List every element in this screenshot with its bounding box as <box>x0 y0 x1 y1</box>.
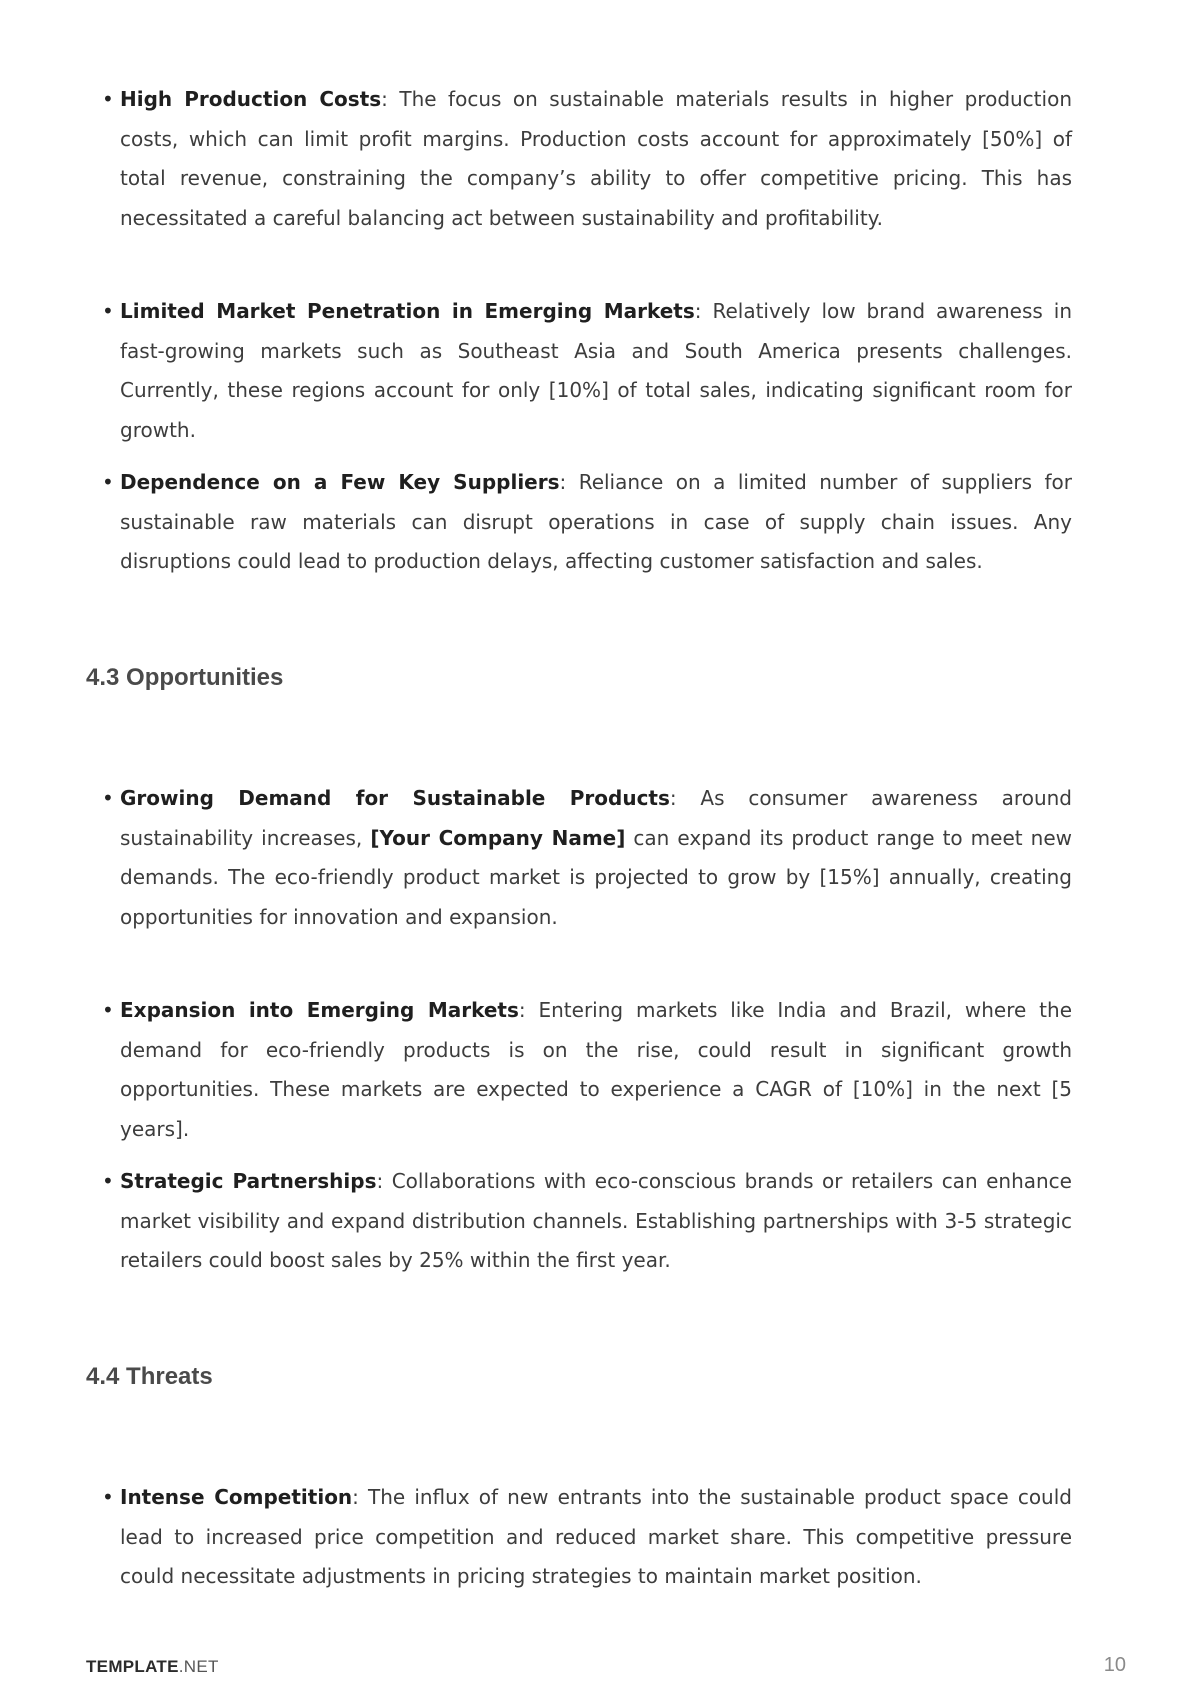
list-item <box>100 1478 1072 1597</box>
opportunities-list-3 <box>100 1162 1072 1281</box>
opportunities-list <box>100 779 1072 938</box>
list-item <box>100 991 1072 1150</box>
bullet-icon: • <box>102 299 114 323</box>
footer-brand-logo <box>86 1657 219 1677</box>
bullet-text: : The focus on sustainable materials results in higher production costs, which can limit profit margins. Production costs account for approximately [50%] of total revenue, constraining the company’s ability to offer competitive pricing. This has necessitated a careful balancing act between sustainability and profitability. <box>120 87 1072 231</box>
bullet-text: : Reliance on a limited number of suppliers for sustainable raw materials can disrupt operations in case of supply chain issues. Any disruptions could lead to production delays, affecting customer satisfaction and sales. <box>120 470 1072 574</box>
bullet-text: can expand its product range to meet new demands. The eco-friendly product market is projected to grow by [15%] annually, creating opportunities for innovation and expansion. <box>120 825 1072 930</box>
bullet-icon: • <box>102 470 114 494</box>
bullet-term: Intense Competition <box>120 1485 353 1509</box>
bullet-text: : Collaborations with eco-conscious brands or retailers can enhance market visibility and expand distribution channels. Establishing partnerships with 3-5 strategic retailers could boost sales by 25% within the first year. <box>120 1169 1072 1273</box>
bullet-icon: • <box>102 1485 114 1509</box>
bullet-icon: • <box>102 786 114 810</box>
bullet-text: : Entering markets like India and Brazil, where the demand for eco-friendly products is on the rise, could result in significant growth opportunities. These markets are expected to experience a CAGR of [10%] in the next [5 years]. <box>120 998 1072 1142</box>
list-item <box>100 80 1072 239</box>
list-item <box>100 1162 1072 1281</box>
opportunities-list-2 <box>100 991 1072 1150</box>
list-item <box>100 292 1072 451</box>
bullet-term: Strategic Partnerships <box>120 1169 377 1193</box>
section-heading-opportunities: 4.3 Opportunities <box>86 664 284 691</box>
section-heading-threats: 4.4 Threats <box>86 1363 213 1390</box>
brand-name: TEMPLATE <box>86 1657 179 1676</box>
threats-list <box>100 1478 1072 1597</box>
bullet-term: Growing Demand for Sustainable Products <box>120 786 670 810</box>
bullet-term: Limited Market Penetration in Emerging Markets <box>120 299 695 323</box>
bullet-term: Dependence on a Few Key Suppliers <box>120 470 560 494</box>
bullet-text: : The influx of new entrants into the sustainable product space could lead to increased price competition and reduced market share. This competitive pressure could necessitate adjustments in pricing strategies to maintain market position. <box>120 1485 1072 1589</box>
list-item <box>100 463 1072 582</box>
weaknesses-list <box>100 80 1072 239</box>
weaknesses-list-3 <box>100 463 1072 582</box>
bullet-icon: • <box>102 1169 114 1193</box>
company-name-placeholder: [Your Company Name] <box>370 825 626 850</box>
list-item <box>100 779 1072 938</box>
bullet-text: : As consumer awareness around sustainability increases, <box>120 786 1072 850</box>
bullet-text: : Relatively low brand awareness in fast-growing markets such as Southeast Asia and South America presents challenges. Currently, these regions account for only [10%] of total sales, indicating significant room for growth. <box>120 299 1072 443</box>
bullet-icon: • <box>102 998 114 1022</box>
bullet-term: Expansion into Emerging Markets <box>120 998 519 1022</box>
bullet-term: High Production Costs <box>120 87 382 111</box>
page-number: 10 <box>1103 1654 1126 1676</box>
bullet-icon: • <box>102 87 114 111</box>
brand-suffix: .NET <box>178 1657 219 1676</box>
weaknesses-list-2 <box>100 292 1072 451</box>
